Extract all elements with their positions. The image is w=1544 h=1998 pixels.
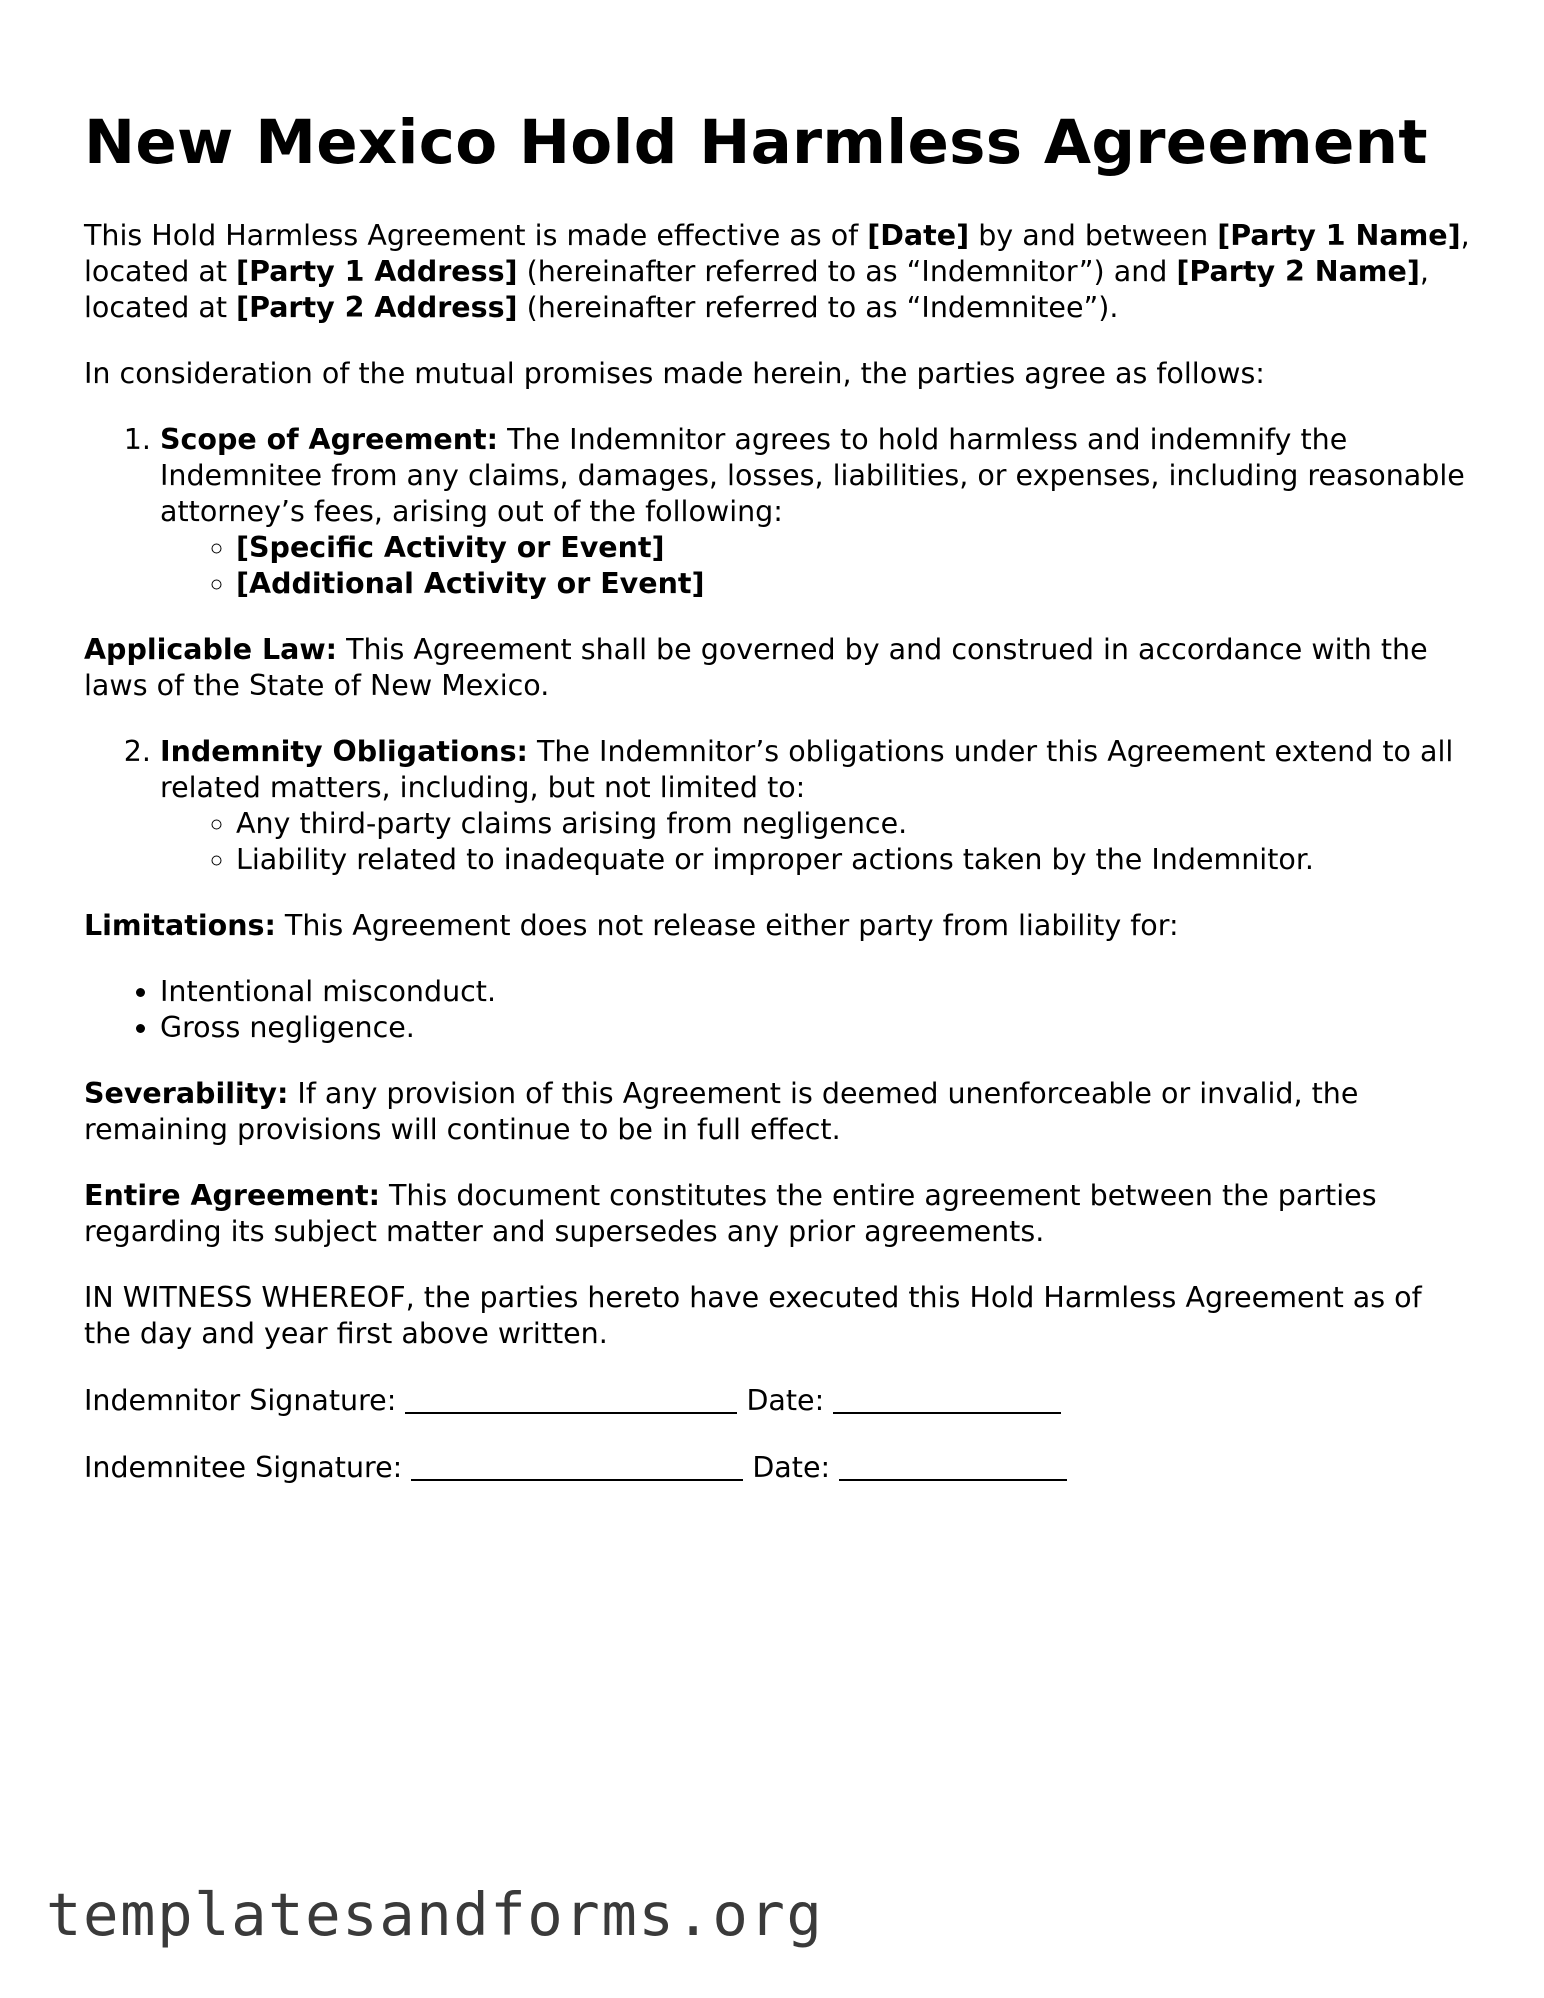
indemnity-text: The Indemnitor’s obligations under this Agreement extend to all related matters, including, but not limited to:: [160, 735, 1454, 804]
intro-text: , located at: [84, 219, 1470, 288]
party2-address-placeholder: [Party 2 Address]: [236, 291, 518, 324]
list-item: ◦ Liability related to inadequate or improper actions taken by the Indemnitor.: [236, 842, 1474, 878]
list-item: • Gross negligence.: [160, 1010, 1474, 1046]
consideration-paragraph: In consideration of the mutual promises made herein, the parties agree as follows:: [84, 357, 1265, 390]
indemnitor-signature-field[interactable]: [405, 1382, 737, 1414]
severability-paragraph: [84, 1076, 1474, 1148]
severability-label: Severability:: [84, 1077, 289, 1110]
limitations-paragraph: [84, 908, 1474, 944]
indemnity-label: Indemnity Obligations:: [160, 735, 528, 768]
intro-paragraph: [84, 218, 1474, 326]
limitations-label: Limitations:: [84, 909, 276, 942]
document-body: [84, 218, 1474, 1516]
list-item: ◦ Any third-party claims arising from negligence.: [236, 806, 1474, 842]
entire-agreement-label: Entire Agreement:: [84, 1179, 380, 1212]
severability-text: If any provision of this Agreement is deemed unenforceable or invalid, the remaining provisions will continue to be in full effect.: [84, 1077, 1359, 1146]
scope-text: The Indemnitor agrees to hold harmless and indemnify the Indemnitee from any claims, damages, losses, liabilities, or expenses, including reasonable attorney’s fees, arising out of the following:: [160, 423, 1465, 528]
activity-placeholder: [Additional Activity or Event]: [236, 567, 705, 600]
activity-placeholder: [Specific Activity or Event]: [236, 531, 665, 564]
intro-text: by and between: [969, 219, 1218, 252]
party1-name-placeholder: [Party 1 Name]: [1217, 219, 1461, 252]
intro-text: (hereinafter referred to as “Indemnitor”) and: [517, 255, 1177, 288]
document-title: New Mexico Hold Harmless Agreement: [84, 107, 1428, 178]
indemnity-item: [160, 734, 1474, 878]
list-item: • Intentional misconduct.: [160, 974, 1474, 1010]
intro-text: (hereinafter referred to as “Indemnitee”).: [517, 291, 1119, 324]
limitations-text: This Agreement does not release either party from liability for:: [275, 909, 1179, 942]
applicable-law-paragraph: [84, 632, 1474, 704]
intro-text: This Hold Harmless Agreement is made effective as of: [84, 219, 868, 252]
scope-label: Scope of Agreement:: [160, 423, 499, 456]
party1-address-placeholder: [Party 1 Address]: [236, 255, 518, 288]
scope-item: [160, 422, 1474, 602]
limitations-list: [84, 974, 1474, 1046]
indemnitee-signature-field[interactable]: [411, 1449, 743, 1481]
indemnitor-signature-label: Indemnitor Signature:: [84, 1384, 397, 1417]
numbered-section: [84, 734, 1474, 878]
indemnity-sublist: [160, 806, 1474, 878]
indemnitee-signature-line: [84, 1449, 1474, 1486]
entire-agreement-text: This document constitutes the entire agreement between the parties regarding its subject matter and supersedes any prior agreements.: [84, 1179, 1377, 1248]
list-item: [236, 566, 1474, 602]
indemnitor-signature-line: [84, 1382, 1474, 1419]
numbered-section: [84, 422, 1474, 602]
list-item: [236, 530, 1474, 566]
date-placeholder: [Date]: [867, 219, 970, 252]
indemnitee-signature-label: Indemnitee Signature:: [84, 1451, 403, 1484]
entire-agreement-paragraph: [84, 1178, 1474, 1250]
witness-paragraph: IN WITNESS WHEREOF, the parties hereto have executed this Hold Harmless Agreement as of the day and year first above written.: [84, 1281, 1422, 1350]
scope-sublist: [160, 530, 1474, 602]
applicable-law-text: This Agreement shall be governed by and construed in accordance with the laws of the State of New Mexico.: [84, 633, 1428, 702]
watermark: templatesandforms.org: [46, 1880, 824, 1949]
intro-text: , located at: [84, 255, 1429, 324]
applicable-law-label: Applicable Law:: [84, 633, 338, 666]
indemnitor-date-field[interactable]: [833, 1382, 1061, 1414]
date-label: Date:: [752, 1451, 831, 1484]
date-label: Date:: [746, 1384, 825, 1417]
party2-name-placeholder: [Party 2 Name]: [1176, 255, 1420, 288]
indemnitee-date-field[interactable]: [839, 1449, 1067, 1481]
